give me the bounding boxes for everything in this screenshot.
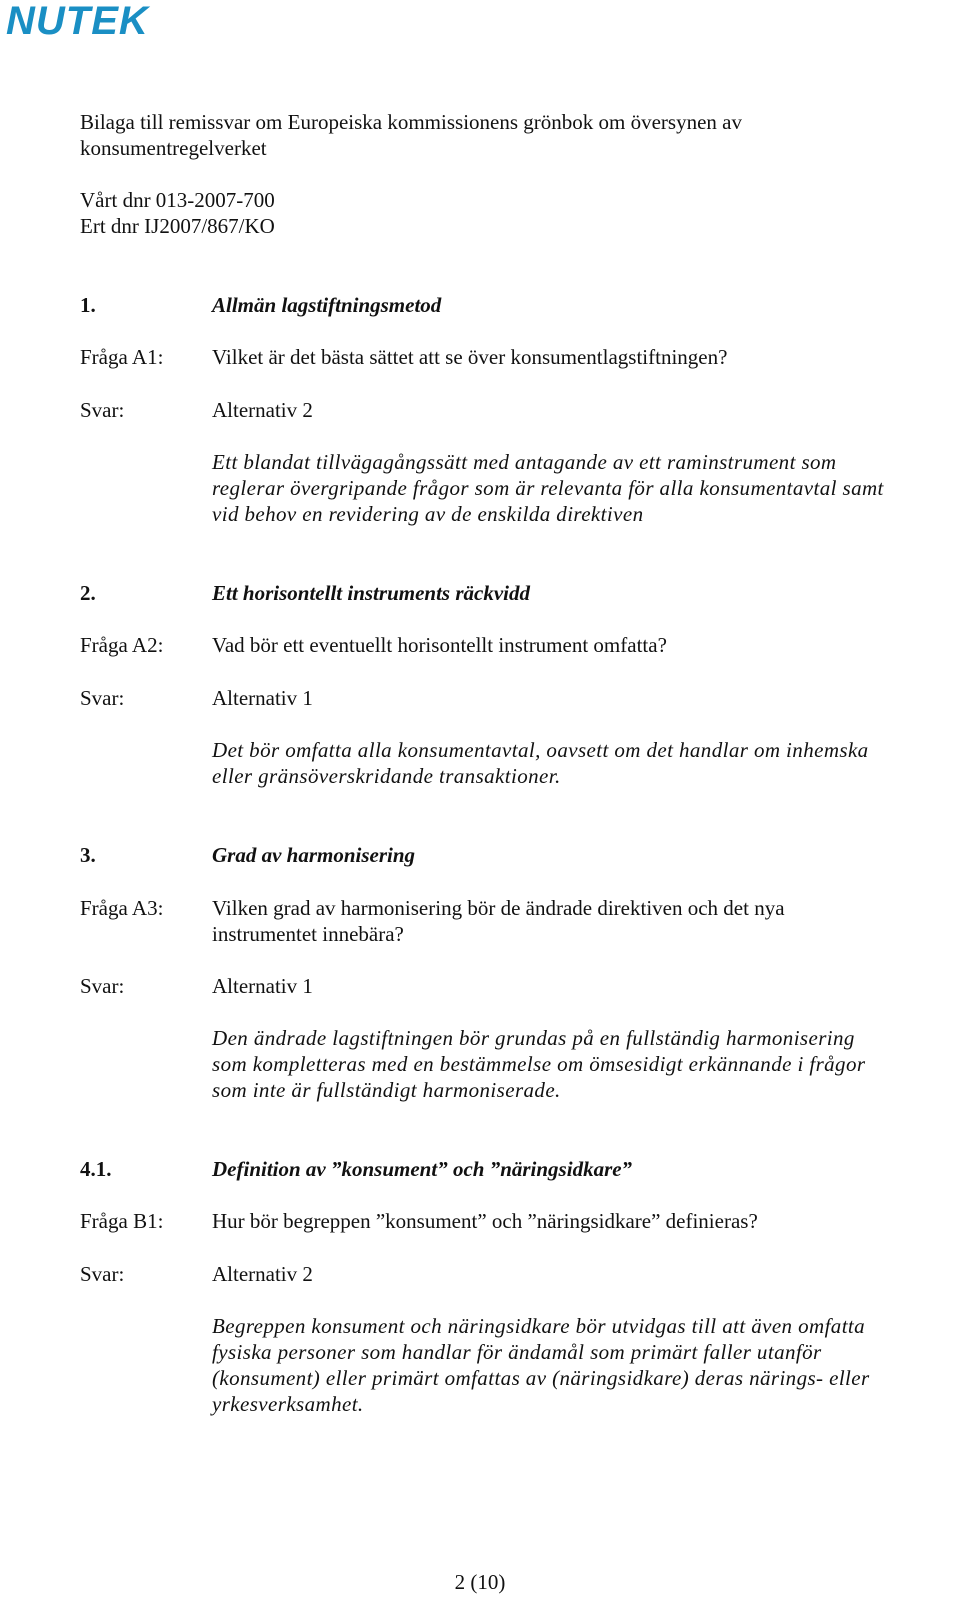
question-a3-label: Fråga A3: [80, 896, 164, 920]
logo-text: NUTEK [6, 0, 149, 40]
answer-a2-value: Alternativ 1 [212, 686, 313, 710]
ref-ert-dnr: Ert dnr IJ2007/867/KO [80, 214, 275, 238]
comment-a1-line: vid behov en revidering av de enskilda direktiven [212, 502, 644, 526]
answer-b1-value: Alternativ 2 [212, 1262, 313, 1286]
ref-vart-dnr: Vårt dnr 013-2007-700 [80, 188, 275, 212]
section-3-number: 3. [80, 843, 96, 867]
question-b1-label: Fråga B1: [80, 1209, 164, 1233]
page-number: 2 (10) [454, 1570, 506, 1594]
section-2-number: 2. [80, 581, 96, 605]
comment-a3-line: som inte är fullständigt harmoniserade. [212, 1078, 561, 1102]
question-a2-label: Fråga A2: [80, 633, 164, 657]
comment-b1-line: Begreppen konsument och näringsidkare bör utvidgas till att även omfatta [212, 1314, 866, 1338]
comment-a3-line: Den ändrade lagstiftningen bör grundas på en fullständig harmonisering [212, 1026, 855, 1050]
answer-a1-value: Alternativ 2 [212, 398, 313, 422]
section-1-heading: Allmän lagstiftningsmetod [212, 293, 442, 317]
comment-a2-line: eller gränsöverskridande transaktioner. [212, 764, 561, 788]
comment-a3-line: som kompletteras med en bestämmelse om ömsesidigt erkännande i frågor [212, 1052, 866, 1076]
answer-a3-label: Svar: [80, 974, 125, 998]
question-a1-label: Fråga A1: [80, 345, 164, 369]
answer-a3-value: Alternativ 1 [212, 974, 313, 998]
question-a1-text: Vilket är det bästa sättet att se över konsumentlagstiftningen? [212, 345, 728, 369]
section-1-number: 1. [80, 293, 96, 317]
question-a3-text: instrumentet innebära? [212, 922, 404, 946]
comment-b1-line: yrkesverksamhet. [212, 1392, 364, 1416]
section-4-1-number: 4.1. [80, 1157, 112, 1181]
title-line-2: konsumentregelverket [80, 136, 267, 160]
nutek-logo [6, 0, 156, 40]
section-2-heading: Ett horisontellt instruments räckvidd [212, 581, 530, 605]
answer-a2-label: Svar: [80, 686, 125, 710]
title-line-1: Bilaga till remissvar om Europeiska kommissionens grönbok om översynen av [80, 110, 742, 134]
section-4-1-heading: Definition av ”konsument” och ”näringsidkare” [212, 1157, 633, 1181]
question-a3-text: Vilken grad av harmonisering bör de ändrade direktiven och det nya [212, 896, 785, 920]
comment-b1-line: (konsument) eller primärt omfattas av (näringsidkare) deras närings- eller [212, 1366, 870, 1390]
question-a2-text: Vad bör ett eventuellt horisontellt instrument omfatta? [212, 633, 667, 657]
comment-a2-line: Det bör omfatta alla konsumentavtal, oavsett om det handlar om inhemska [212, 738, 869, 762]
answer-a1-label: Svar: [80, 398, 125, 422]
question-b1-text: Hur bör begreppen ”konsument” och ”näringsidkare” definieras? [212, 1209, 758, 1233]
answer-b1-label: Svar: [80, 1262, 125, 1286]
comment-a1-line: Ett blandat tillvägagångssätt med antagande av ett raminstrument som [212, 450, 837, 474]
comment-a1-line: reglerar övergripande frågor som är relevanta för alla konsumentavtal samt [212, 476, 884, 500]
section-3-heading: Grad av harmonisering [212, 843, 416, 867]
comment-b1-line: fysiska personer som handlar för ändamål som primärt faller utanför [212, 1340, 822, 1364]
